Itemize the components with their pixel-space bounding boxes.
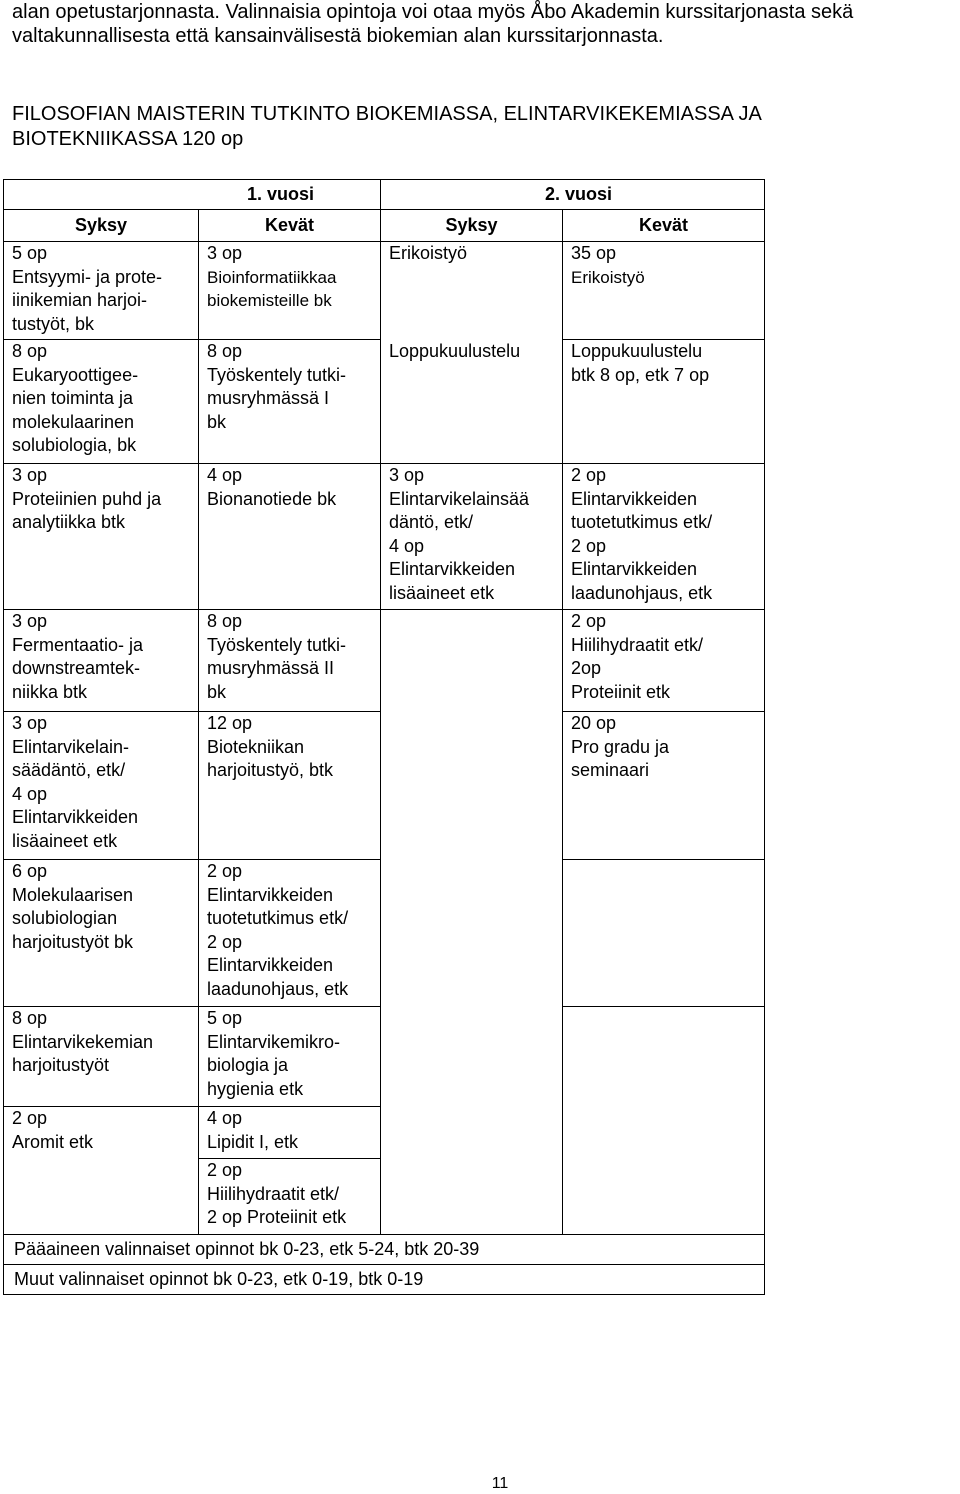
course-cell <box>199 340 381 464</box>
cell-line: Hiilihydraatit etk/ <box>571 634 704 655</box>
cell-line: Pro gradu ja <box>571 736 670 757</box>
table-row <box>4 340 765 464</box>
cell-line: 8 op <box>12 1008 48 1028</box>
course-cell <box>381 1159 563 1235</box>
course-cell <box>381 1107 563 1159</box>
cell-line: 2op <box>571 658 602 678</box>
cell-line: Bionanotiede bk <box>207 488 337 509</box>
season-header: Syksy <box>381 210 563 242</box>
summary-major-electives: Pääaineen valinnaiset opinnot bk 0-23, etk 5-24, btk 20-39 <box>4 1235 765 1265</box>
cell-line: Erikoistyö <box>389 243 468 263</box>
cell-line: 3 op <box>12 465 48 485</box>
cell-line: Elintarvikelain- <box>12 736 130 757</box>
course-cell <box>199 1107 381 1159</box>
cell-line: Molekulaarisen <box>12 884 134 905</box>
table-row <box>4 1007 765 1107</box>
cell-line: musryhmässä I <box>207 388 330 408</box>
cell-line: solubiologia, bk <box>12 435 137 455</box>
course-cell <box>4 242 199 340</box>
course-cell <box>563 1107 765 1159</box>
cell-line: lisäaineet etk <box>389 582 495 603</box>
cell-line: 6 op <box>12 861 48 881</box>
cell-line: bk <box>207 681 227 702</box>
cell-line: Proteiinien puhd ja <box>12 488 162 509</box>
table-row <box>4 610 765 712</box>
cell-line: tuotetutkimus etk/ <box>207 908 349 928</box>
curriculum-table <box>3 179 765 1295</box>
cell-line: Elintarvikkeiden <box>207 884 334 905</box>
cell-line: lisäaineet etk <box>12 830 118 851</box>
cell-line: Biotekniikan <box>207 736 305 757</box>
cell-line: Entsyymi- ja prote- <box>12 266 163 287</box>
cell-line: niikka btk <box>12 681 88 702</box>
cell-line: 4 op <box>207 465 243 485</box>
cell-line: Erikoistyö <box>571 267 645 287</box>
table-row <box>4 1159 765 1235</box>
cell-line: Elintarvikkeiden <box>207 955 334 975</box>
degree-heading <box>12 102 952 152</box>
cell-line: 2 op <box>207 1160 243 1180</box>
cell-line: Elintarvikekemian <box>12 1031 154 1052</box>
cell-line: iinikemian harjoi- <box>12 290 148 310</box>
cell-line: 2 op <box>207 931 243 952</box>
cell-line: 4 op <box>389 535 425 556</box>
cell-line: 5 op <box>12 243 48 263</box>
cell-line: tustyöt, bk <box>12 313 95 334</box>
course-cell <box>563 712 765 860</box>
cell-line: bk <box>207 411 227 432</box>
course-cell <box>4 340 199 464</box>
cell-line: tuotetutkimus etk/ <box>571 512 713 532</box>
cell-line: Aromit etk <box>12 1131 94 1152</box>
cell-line: Elintarvikkeiden <box>571 559 698 579</box>
cell-line: däntö, etk/ <box>389 512 474 532</box>
table-row <box>4 242 765 340</box>
cell-line: biokemisteille bk <box>207 291 332 310</box>
cell-line: seminaari <box>571 760 650 780</box>
course-cell <box>4 1007 199 1107</box>
cell-line: 2 op <box>571 611 607 631</box>
cell-line: 3 op <box>12 713 48 733</box>
cell-line: hygienia etk <box>207 1078 304 1099</box>
course-cell <box>381 610 563 712</box>
table-row <box>4 464 765 610</box>
cell-line: 2 op <box>571 535 607 556</box>
cell-line: biologia ja <box>207 1055 289 1075</box>
cell-line: 2 op Proteiinit etk <box>207 1207 347 1227</box>
cell-line: 8 op <box>207 611 243 631</box>
summary-row <box>4 1265 765 1295</box>
cell-line: 2 op <box>571 465 607 485</box>
season-header: Kevät <box>563 210 765 242</box>
cell-line: 8 op <box>12 341 48 361</box>
cell-line: 8 op <box>207 341 243 361</box>
cell-line: 2 op <box>207 861 243 881</box>
course-cell <box>381 860 563 1007</box>
cell-line: 2 op <box>12 1108 48 1128</box>
cell-line: 3 op <box>12 611 48 631</box>
cell-line: analytiikka btk <box>12 512 126 532</box>
course-cell <box>381 340 563 464</box>
cell-line: 3 op <box>389 465 425 485</box>
cell-line: Elintarvikkeiden <box>389 559 516 579</box>
course-cell <box>199 464 381 610</box>
cell-line: 20 op <box>571 713 617 733</box>
cell-line: 5 op <box>207 1008 243 1028</box>
course-cell <box>4 1107 199 1159</box>
season-header-row <box>4 210 765 242</box>
course-cell <box>4 1159 199 1235</box>
cell-line: laadunohjaus, etk <box>571 582 713 603</box>
cell-line: musryhmässä II <box>207 658 335 678</box>
course-cell <box>199 1159 381 1235</box>
cell-line: nien toiminta ja <box>12 388 134 408</box>
table-row <box>4 712 765 860</box>
course-cell <box>4 464 199 610</box>
course-cell <box>199 610 381 712</box>
table-row <box>4 1107 765 1159</box>
intro-paragraph <box>12 0 952 48</box>
heading-line: FILOSOFIAN MAISTERIN TUTKINTO BIOKEMIASSA, ELINTARVIKEKEMIASSA JA <box>12 103 762 125</box>
page-number: 11 <box>491 1475 509 1492</box>
year-header-row <box>4 180 765 210</box>
cell-line: Elintarvikemikro- <box>207 1031 341 1052</box>
course-cell <box>381 464 563 610</box>
cell-line: harjoitustyö, btk <box>207 760 334 780</box>
summary-other-electives: Muut valinnaiset opinnot bk 0-23, etk 0-19, btk 0-19 <box>4 1265 765 1295</box>
year-1-header: 1. vuosi <box>4 180 381 210</box>
course-cell <box>381 242 563 340</box>
course-cell <box>199 242 381 340</box>
course-cell <box>563 610 765 712</box>
cell-line: Fermentaatio- ja <box>12 634 144 655</box>
course-cell <box>199 860 381 1007</box>
course-cell <box>4 712 199 860</box>
course-cell <box>563 860 765 1007</box>
cell-line: 12 op <box>207 713 253 733</box>
cell-line: 4 op <box>12 783 48 804</box>
cell-line: Työskentely tutki- <box>207 634 347 655</box>
cell-line: säädäntö, etk/ <box>12 760 126 780</box>
cell-line: harjoitustyöt <box>12 1055 110 1075</box>
course-cell <box>381 712 563 860</box>
course-cell <box>199 712 381 860</box>
heading-line: BIOTEKNIIKASSA 120 op <box>12 128 244 150</box>
season-header: Kevät <box>199 210 381 242</box>
summary-row <box>4 1235 765 1265</box>
cell-line: Elintarvikelainsää <box>389 488 530 509</box>
course-cell <box>199 1007 381 1107</box>
intro-line: valtakunnallisesta että kansainvälisestä biokemian alan kurssitarjonnasta. <box>12 25 664 47</box>
cell-line: Loppukuulustelu <box>571 341 703 361</box>
cell-line: laadunohjaus, etk <box>207 978 349 999</box>
course-cell <box>381 1007 563 1107</box>
course-cell <box>563 464 765 610</box>
cell-line: Eukaryoottigee- <box>12 364 139 385</box>
table-row <box>4 860 765 1007</box>
course-cell <box>4 860 199 1007</box>
cell-line: Hiilihydraatit etk/ <box>207 1183 340 1204</box>
cell-line: Proteiinit etk <box>571 681 671 702</box>
year-2-header: 2. vuosi <box>381 180 765 210</box>
course-cell <box>563 340 765 464</box>
cell-line: 35 op <box>571 243 617 263</box>
cell-line: molekulaarinen <box>12 411 135 432</box>
intro-line: alan opetustarjonnasta. Valinnaisia opintoja voi otaa myös Åbo Akademin kurssitarjonasta sekä <box>12 1 854 23</box>
cell-line: Loppukuulustelu <box>389 340 521 361</box>
season-header: Syksy <box>4 210 199 242</box>
cell-line: btk 8 op, etk 7 op <box>571 364 710 385</box>
course-cell <box>563 242 765 340</box>
cell-line: solubiologian <box>12 908 118 928</box>
cell-line: downstreamtek- <box>12 658 141 678</box>
cell-line: Elintarvikkeiden <box>571 488 698 509</box>
cell-line: Työskentely tutki- <box>207 364 347 385</box>
course-cell <box>4 610 199 712</box>
cell-line: Bioinformatiikkaa <box>207 267 337 287</box>
cell-line: 4 op <box>207 1108 243 1128</box>
course-cell <box>563 1159 765 1235</box>
cell-line: harjoitustyöt bk <box>12 931 134 952</box>
cell-line: Lipidit I, etk <box>207 1131 299 1152</box>
cell-line: Elintarvikkeiden <box>12 807 139 827</box>
course-cell <box>563 1007 765 1107</box>
cell-line: 3 op <box>207 243 243 263</box>
